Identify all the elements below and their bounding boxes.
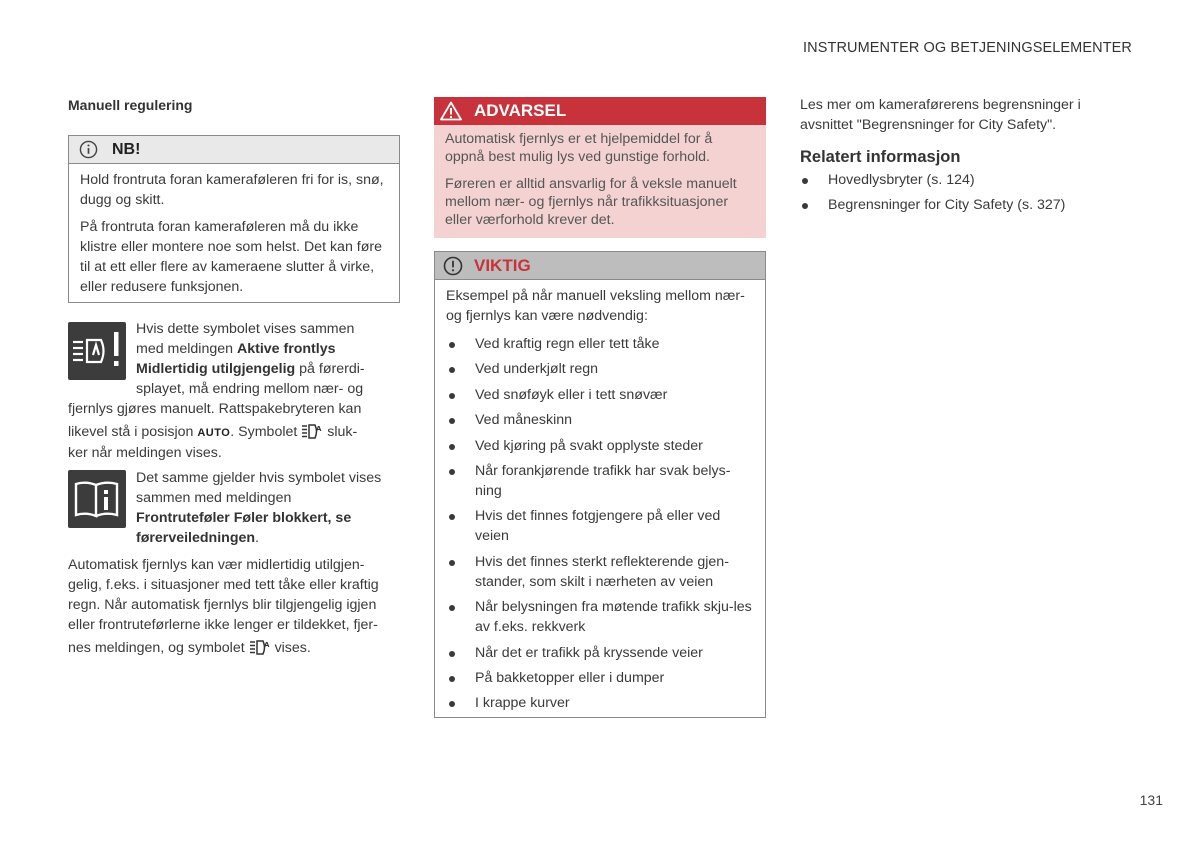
related-info-heading: Relatert informasjon [800,148,961,166]
related-info-list [800,170,1130,220]
related-info-link[interactable]: Begrensninger for City Safety (s. 327) [800,195,1130,215]
important-intro: Eksempel på når manuell veksling mellom nær- og fjernlys kan være nødvendig: [446,288,745,324]
auto-highbeam-icon [301,423,323,439]
warning-paragraph: Føreren er alltid ansvarlig for å veksle manuelt mellom nær- og fjernlys når trafikksituasjoner eller værforhold krever det. [445,176,737,228]
important-list-item: I krappe kurver [446,693,754,713]
page-number: 131 [1139,792,1163,808]
warning-box-body [434,125,766,238]
message-temporarily-unavailable: Midlertidig utilgjengelig [136,361,296,377]
important-list-item: Hvis det finnes fotgjengere på eller ved veien [446,506,754,546]
warning-box [434,97,766,238]
warning-box-header [434,97,766,125]
warning-box-title: ADVARSEL [474,101,567,120]
subheading-manual-regulation: Manuell regulering [68,97,193,113]
city-safety-intro: Les mer om kameraførerens begrensninger i avsnittet "Begrensninger for City Safety". [800,97,1081,133]
symbol1-text-full: fjernlys gjøres manuelt. Rattspakebryteren kan likevel stå i posisjon AUTO. Symbolet A sluk- ker når meldingen vises. [68,401,362,461]
important-list-item: Ved kjøring på svakt opplyste steder [446,436,754,456]
svg-text:A: A [316,425,322,433]
manual-book-icon [68,470,126,528]
message-active-frontlights: Aktive frontlys [236,341,336,357]
info-icon [79,140,98,159]
important-list-item: Ved kraftig regn eller tett tåke [446,334,754,354]
headlight-warning-icon [68,322,126,380]
note-box-header [69,136,399,164]
note-paragraph: Hold frontruta foran kameraføleren fri for is, snø, dugg og skitt. [80,172,384,208]
important-list-item: Når det er trafikk på kryssende veier [446,643,754,663]
message-owners-manual: førerveiledningen [136,530,256,546]
important-box-body [435,280,765,729]
note-box-body [69,164,399,305]
important-box-header [435,252,765,280]
important-list-item: På bakketopper eller i dumper [446,668,754,688]
warning-triangle-icon [440,101,462,121]
important-list [446,334,754,713]
important-box-title: VIKTIG [474,255,531,275]
important-list-item: Når belysningen fra møtende trafikk skju-les av f.eks. rekkverk [446,597,754,637]
note-paragraph: På frontruta foran kameraføleren må du ikke klistre eller montere noe som helst. Det kan føre til at ett eller flere av kameraene slutter å virke, eller redusere funksjonen. [80,219,382,295]
symbol2-text: Det samme gjelder hvis symbolet vises sammen med meldingen Frontruteføler Føler blokkert, se førerveiledningen. [136,470,382,546]
important-list-item: Ved underkjølt regn [446,359,754,379]
symbol1-text-right: Hvis dette symbolet vises sammen med meldingen Aktive frontlys Midlertidig utilgjengelig på førerdi- splayet, må endring mellom nær- og [136,321,365,397]
message-sensor-blocked: Frontruteføler Føler blokkert, se [136,510,352,526]
important-icon [443,256,463,276]
auto-highbeam-paragraph: Automatisk fjernlys kan vær midlertidig utilgjen- gelig, f.eks. i situasjoner med tett tåke eller kraftig regn. Når automatisk fjernlys blir tilgjengelig igjen eller frontruteførlerne ikke lenger er tildekket, fjer- nes meldingen, og symbolet A vises. [68,557,379,656]
important-list-item: Ved snøføyk eller i tett snøvær [446,385,754,405]
svg-text:A: A [263,641,270,649]
warning-paragraph: Automatisk fjernlys er et hjelpemiddel for å oppnå best mulig lys ved gunstige forhold. [445,131,713,165]
note-box-title: NB! [112,140,141,158]
note-box [68,135,400,303]
related-info-link[interactable]: Hovedlysbryter (s. 124) [800,170,1130,190]
auto-position-label: AUTO [197,427,231,439]
important-list-item: Hvis det finnes sterkt reflekterende gjen-stander, som skilt i nærheten av veien [446,552,754,592]
page-section-title: INSTRUMENTER OG BETJENINGSELEMENTER [803,40,1132,56]
auto-highbeam-icon [249,639,271,655]
important-list-item: Ved måneskinn [446,410,754,430]
important-box [434,251,766,718]
important-list-item: Når forankjørende trafikk har svak belys-ning [446,461,754,501]
